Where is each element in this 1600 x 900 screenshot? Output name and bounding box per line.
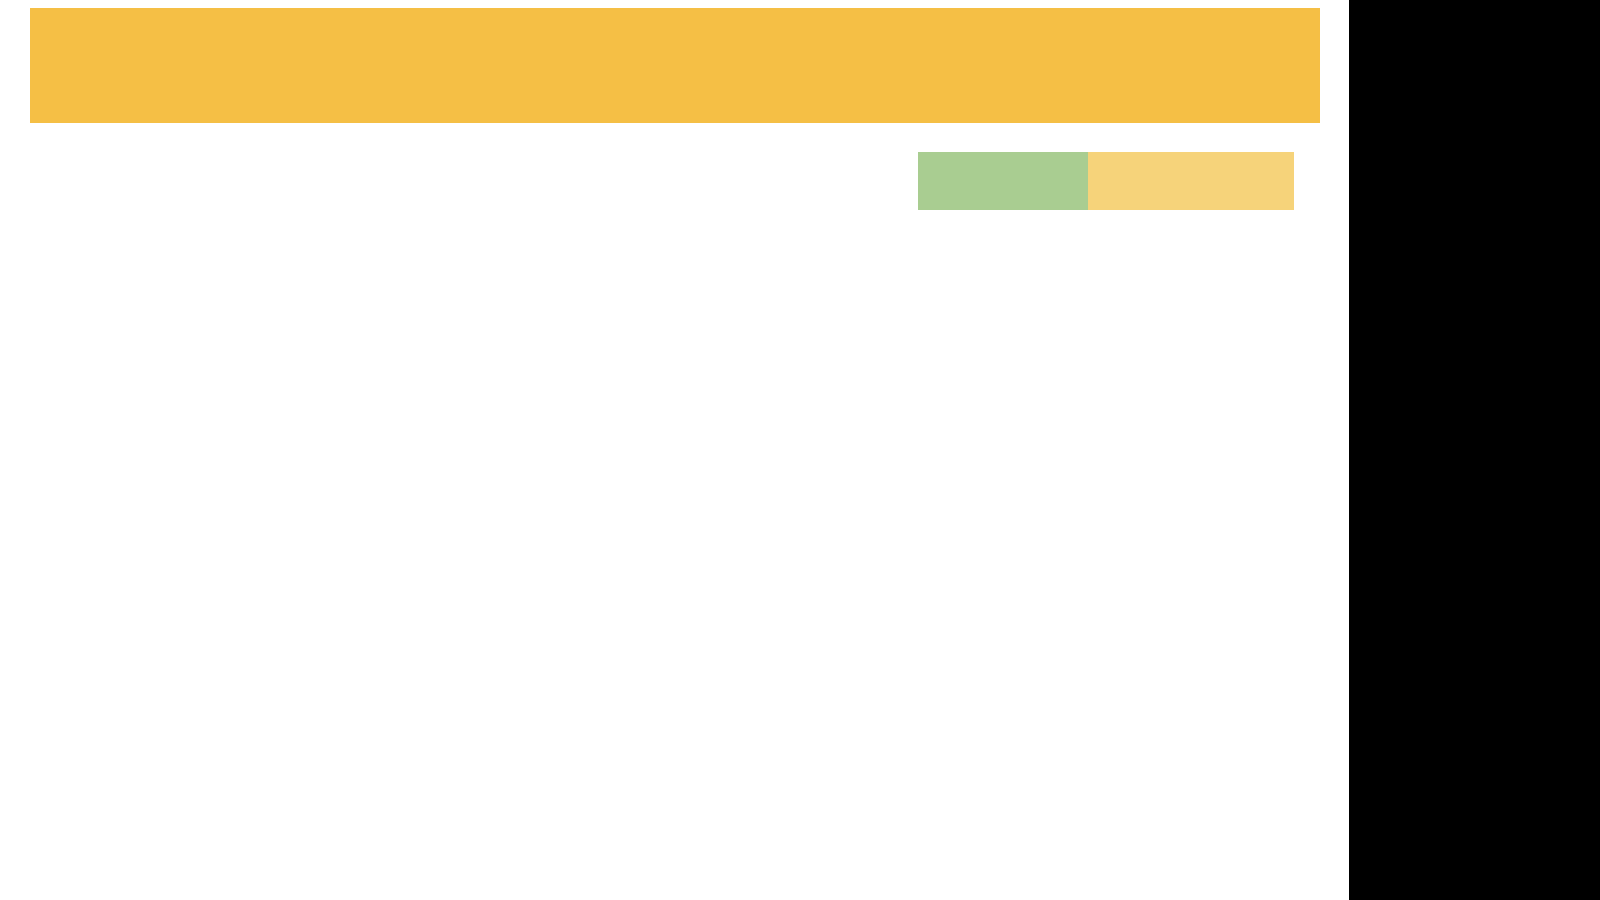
none-caucasian-header-fill bbox=[1088, 181, 1294, 210]
header-first bbox=[488, 152, 782, 181]
header-kish bbox=[30, 123, 302, 152]
header-none-caucasian bbox=[1088, 152, 1294, 181]
header-posterior-probability bbox=[782, 123, 1088, 152]
header-score bbox=[782, 181, 918, 210]
spreadsheet bbox=[30, 8, 1320, 893]
title-block bbox=[30, 8, 1320, 123]
caucasian-header-fill bbox=[918, 181, 1088, 210]
black-side-panel bbox=[1349, 0, 1600, 900]
header-racial-type bbox=[1088, 123, 1252, 152]
header-classification bbox=[488, 123, 782, 152]
header-period bbox=[302, 152, 488, 181]
header-primary bbox=[782, 152, 918, 181]
header-caucasian bbox=[918, 152, 1088, 181]
header-cranium-no bbox=[30, 152, 302, 181]
